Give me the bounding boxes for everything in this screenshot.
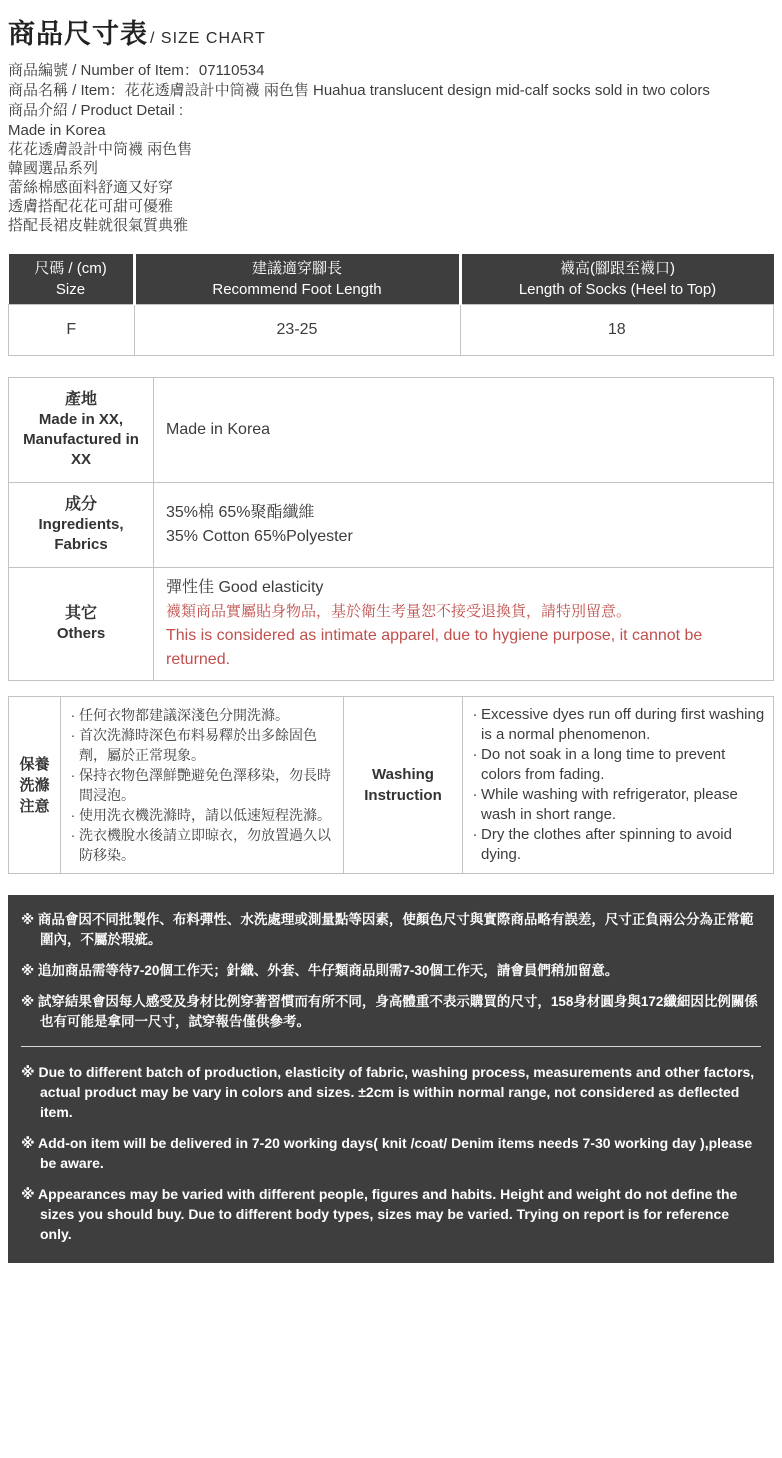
page-title-en: / SIZE CHART [150,30,266,47]
washing-bullet-en-text: While washing with refrigerator, please wash in short range. [481,786,738,823]
product-detail-lines [8,121,774,235]
bullet-dot: · [70,767,76,783]
disclaimer-note-zh: ※ 商品會因不同批製作、布料彈性、水洗處理或測量點等因素，使顏色尺寸與實際商品略有誤差，尺寸正負兩公分為正常範 圍內，不屬於瑕疵。 [21,912,754,947]
product-info [8,61,774,121]
origin-value: Made in Korea [154,378,774,483]
product-detail-label: 商品介紹 / Product Detail : [8,102,184,119]
others-label-zh: 其它 [64,605,97,622]
washing-bullet-en [469,825,769,865]
washing-bullets-zh [61,697,344,874]
others-value [154,568,774,681]
ingredients-value [154,483,774,568]
disclaimer-note-en: ※ Appearances may be varied with different people, figures and habits. Height and weight do not define the sizes you should buy. Due to different body types, sizes may be varied. Trying on report is for reference only. [21,1186,738,1242]
size-table-header-foot-length [134,254,460,305]
others-label-en: Others [56,625,106,642]
item-number-line: 商品編號 / Number of Item：07110534 [8,62,265,79]
ingredients-label [9,483,154,568]
page-title [8,12,774,51]
washing-bullet-en [469,785,769,825]
spec-table [8,377,774,681]
washing-label-zh [9,697,61,874]
bullet-dot: · [472,706,478,723]
page-title-zh: 商品尺寸表 [8,19,148,49]
others-label [9,568,154,681]
washing-label-en-line: Instruction [364,787,442,804]
washing-label-zh-line: 注意 [19,797,50,815]
washing-label-zh-line: 保養 [19,755,50,773]
bullet-dot: · [472,786,478,803]
origin-label-en: Made in XX, Manufactured in XX [23,411,139,468]
disclaimer-note-en: ※ Due to different batch of production, elasticity of fabric, washing process, measurements and other factors, actual product may be vary in colors and sizes. ±2cm is within normal range, not considered as deflected item. [21,1064,755,1120]
washing-bullet-en-text: Do not soak in a long time to prevent colors from fading. [481,746,726,783]
washing-bullet-en-text: Dry the clothes after spinning to avoid dying. [481,826,732,863]
header-foot-zh: 建議適穿腳長 [251,260,342,277]
washing-bullet-en [469,705,769,745]
washing-bullet-zh-text: 保持衣物色澤鮮艷避免色澤移染，勿長時間浸泡。 [79,767,331,803]
ingredients-value-en: 35% Cotton 65%Polyester [166,528,353,545]
size-table-header-size [9,254,135,305]
ingredients-label-en: Ingredients, Fabrics [38,516,124,553]
disclaimer-note-en: ※ Add-on item will be delivered in 7-20 working days( knit /coat/ Denim items needs 7-30 working day ),please be aware. [21,1135,753,1171]
ingredients-label-zh: 成分 [64,496,97,513]
header-size-en: Size [55,281,86,298]
detail-line: 花花透膚設計中筒襪 兩色售 [8,141,193,158]
bullet-dot: · [70,727,76,743]
sock-height-value: 18 [460,305,774,356]
bullet-dot: · [472,746,478,763]
washing-bullet-zh [67,825,339,865]
detail-line: 韓國選品系列 [8,160,99,177]
size-table-header-row [9,254,774,305]
detail-line: 蕾絲棉感面料舒適又好穿 [8,179,174,196]
header-height-en: Length of Socks (Heel to Top) [518,281,717,298]
size-chart-table [8,254,774,356]
notes-divider [21,1046,761,1047]
size-table-row [9,305,774,356]
origin-label [9,378,154,483]
washing-bullet-zh [67,705,339,725]
size-table-header-sock-height [460,254,774,305]
disclaimer-note-zh: ※ 追加商品需等待7-20個工作天；針織、外套、牛仔類商品則需7-30個工作天，請會員們稍加留意。 [21,963,619,978]
washing-bullet-zh-text: 使用洗衣機洗滌時，請以低速短程洗滌。 [79,807,331,823]
bullet-dot: · [70,707,76,723]
size-value: F [9,305,135,356]
spec-row-origin [9,378,774,483]
washing-bullet-zh-text: 任何衣物都建議深淺色分開洗滌。 [79,707,289,723]
washing-bullets-en [463,697,774,874]
disclaimer-notes-box [8,895,774,1263]
washing-bullet-zh-text: 洗衣機脫水後請立即晾衣，勿放置過久以防移染。 [79,827,331,863]
elasticity-note: 彈性佳 Good elasticity [166,579,324,596]
header-height-zh: 襪高(腳跟至襪口) [560,260,675,277]
detail-line: 搭配長裙皮鞋就很氣質典雅 [8,217,189,234]
header-foot-en: Recommend Foot Length [212,281,382,298]
disclaimer-notes-en [21,1062,761,1244]
disclaimer-note-zh: ※ 試穿結果會因每人感受及身材比例穿著習慣而有所不同，身高體重不表示購買的尺寸，158身材圓身與172纖細因比例關係也有可能是拿同一尺寸，試穿報告僅供參考。 [21,994,758,1029]
origin-label-zh: 產地 [64,391,97,408]
washing-label-en [344,697,463,874]
detail-line: 透膚搭配花花可甜可優雅 [8,198,174,215]
spec-row-others [9,568,774,681]
washing-bullet-zh [67,725,339,765]
washing-row [9,697,774,874]
header-size-zh: 尺碼 / (cm) [34,260,107,277]
hygiene-warning-en: This is considered as intimate apparel, due to hygiene purpose, it cannot be returned. [166,627,703,668]
washing-label-zh-line: 洗滌 [19,776,50,794]
ingredients-value-zh: 35%棉 65%聚酯纖維 [166,504,315,521]
washing-label-en-line: Washing [372,766,434,783]
washing-bullet-zh [67,765,339,805]
hygiene-warning-zh: 襪類商品實屬貼身物品，基於衛生考量恕不接受退換貨，請特別留意。 [166,603,632,620]
spec-row-ingredients [9,483,774,568]
bottom-whitespace [8,1263,774,1458]
detail-line: Made in Korea [8,122,106,139]
washing-bullet-zh-text: 首次洗滌時深色布料易釋於出多餘固色劑，屬於正常現象。 [79,727,317,763]
disclaimer-notes-zh [21,910,761,1032]
foot-length-value: 23-25 [134,305,460,356]
washing-instruction-table [8,696,774,874]
bullet-dot: · [70,807,76,823]
washing-bullet-zh [67,805,339,825]
bullet-dot: · [472,826,478,843]
item-name-line: 商品名稱 / Item：花花透膚設計中筒襪 兩色售 Huahua translucent design mid-calf socks sold in two colors [8,82,710,99]
bullet-dot: · [70,827,76,843]
washing-bullet-en [469,745,769,785]
washing-bullet-en-text: Excessive dyes run off during first washing is a normal phenomenon. [481,706,765,743]
